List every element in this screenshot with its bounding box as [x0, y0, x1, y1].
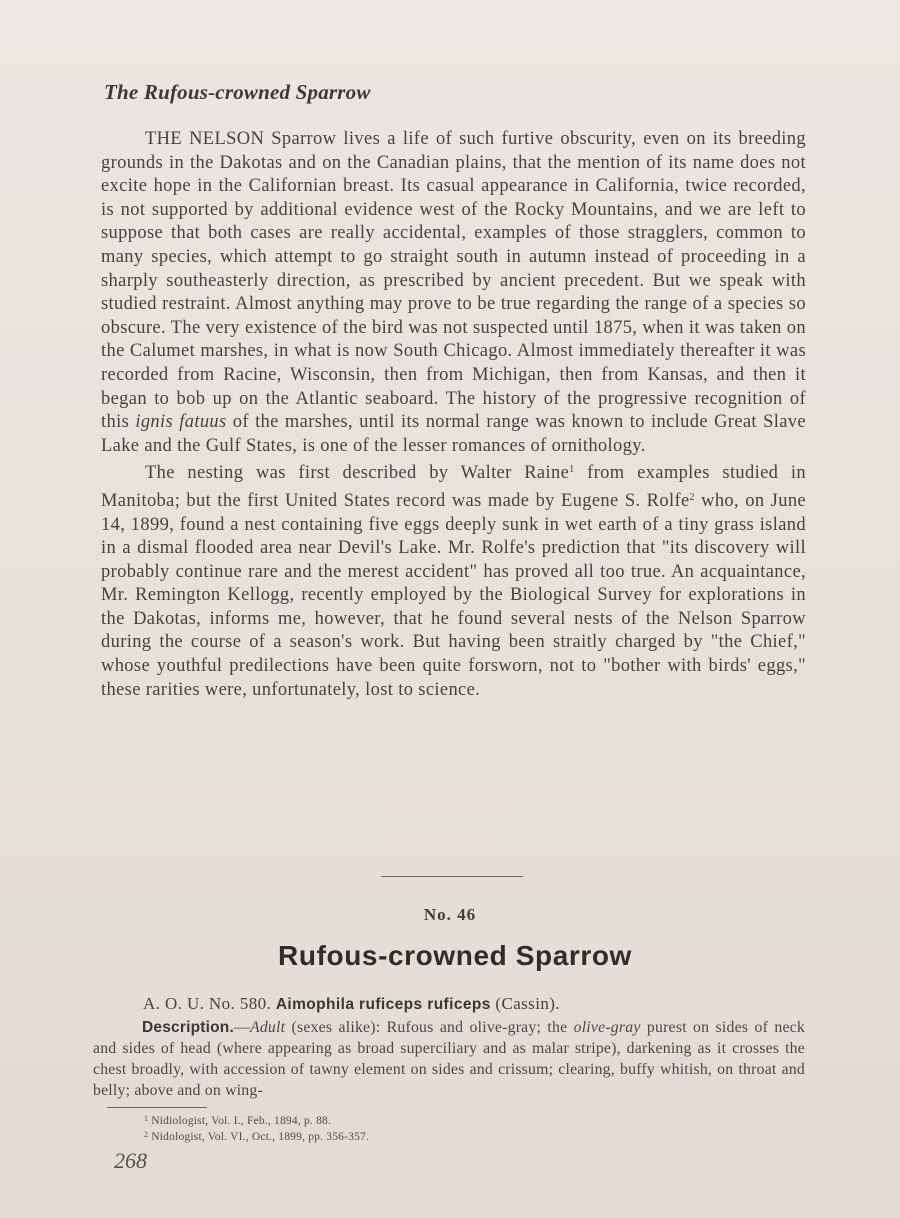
description-dash: — — [233, 1019, 250, 1036]
scientific-name: Aimophila ruficeps ruficeps — [275, 996, 491, 1013]
running-head: The Rufous-crowned Sparrow — [104, 80, 371, 104]
authority: (Cassin). — [495, 994, 560, 1013]
species-number: No. 46 — [423, 905, 477, 924]
footnote-ref-1: 1 — [569, 464, 575, 476]
description-olive-gray: olive-gray — [573, 1019, 641, 1036]
footnote-1-text: Nidiologist, Vol. I., Feb., 1894, p. 88. — [148, 1115, 332, 1127]
footnote-rule — [107, 1107, 207, 1108]
ignis-fatuus-italic: ignis fatuus — [135, 412, 227, 433]
footnotes — [144, 1112, 369, 1144]
footnote-2 — [144, 1128, 369, 1144]
footnote-ref-2: 2 — [689, 491, 695, 503]
footnote-2-text: Nidologist, Vol. VI., Oct., 1899, pp. 356-357. — [148, 1131, 370, 1143]
paragraph-nesting — [101, 458, 806, 702]
description-text-a: (sexes alike): Rufous and olive-gray; the — [285, 1019, 574, 1036]
description-adult: Adult — [249, 1019, 286, 1036]
paragraph-2-text-c: who, on June 14, 1899, found a nest containing five eggs deeply sunk in wet earth of a tiny grass island in a dismal flooded area near Devil's Lake. Mr. Rolfe's prediction that "its discovery will probably continue rare and the merest accident" has proved all too true. An acquaintance, Mr. Remington Kellogg, recently employed by the Biological Survey for explorations in the Dakotas, informs me, however, that he found several nests of the Nelson Sparrow during the course of a season's work. But having been straitly charged by "the Chief," whose youthful predilections have been quite forsworn, not to "bother with birds' eggs," these rarities were, unfortunately, lost to science. — [101, 490, 806, 700]
aou-line — [143, 994, 560, 1014]
species-title: Rufous-crowned Sparrow — [278, 940, 632, 971]
paragraph-1-text-b: of the marshes, until its normal range was known to include Great Slave Lake and the Gulf States, is one of the lesser romances of ornithology. — [101, 412, 806, 456]
paragraph-nelson-sparrow — [101, 128, 806, 458]
aou-number: A. O. U. No. 580. — [143, 994, 272, 1013]
footnote-1-mark: 1 — [144, 1114, 149, 1123]
footnote-2-mark: 2 — [144, 1130, 149, 1139]
paragraph-2-text-a: The nesting was first described by Walter Raine — [145, 463, 570, 484]
paragraph-2-text-b: from examples studied in Manitoba; but the first United States record was made by Eugene S. Rolfe — [101, 463, 806, 511]
section-divider — [381, 876, 523, 877]
page-number: 268 — [114, 1148, 147, 1173]
paragraph-1-text-a: THE NELSON Sparrow lives a life of such furtive obscurity, even on its breeding grounds in the Dakotas and on the Canadian plains, that the mention of its name does not excite hope in the Californian breast. Its casual appearance in California, twice recorded, is not supported by additional evidence west of the Rocky Mountains, and we are left to suppose that both cases are really accidental, examples of those stragglers, common to many species, which attempt to go straight south in autumn instead of proceeding in a sharply southeasterly direction, as prescribed by ancient precedent. But we speak with studied restraint. Almost anything may prove to be true regarding the range of a species so obscure. The very existence of the bird was not suspected until 1875, when it was taken on the Calumet marshes, in what is now South Chicago. Almost immediately thereafter it was recorded from Racine, Wisconsin, then from Michigan, then from Kansas, and then it began to bob up on the Atlantic seaboard. The history of the progressive recognition of this — [101, 129, 806, 433]
description-text-b: purest on sides of neck and sides of head (where appearing as broad superciliary and as malar stripe), darkening as it crosses the chest broadly, with accession of tawny element on sides and crissum; clearing, buffy whitish, on throat and belly; above and on wing- — [93, 1019, 805, 1099]
description-paragraph — [93, 1017, 805, 1101]
description-lead: Description. — [142, 1019, 234, 1036]
footnote-1 — [144, 1112, 369, 1128]
body-text — [101, 128, 806, 702]
